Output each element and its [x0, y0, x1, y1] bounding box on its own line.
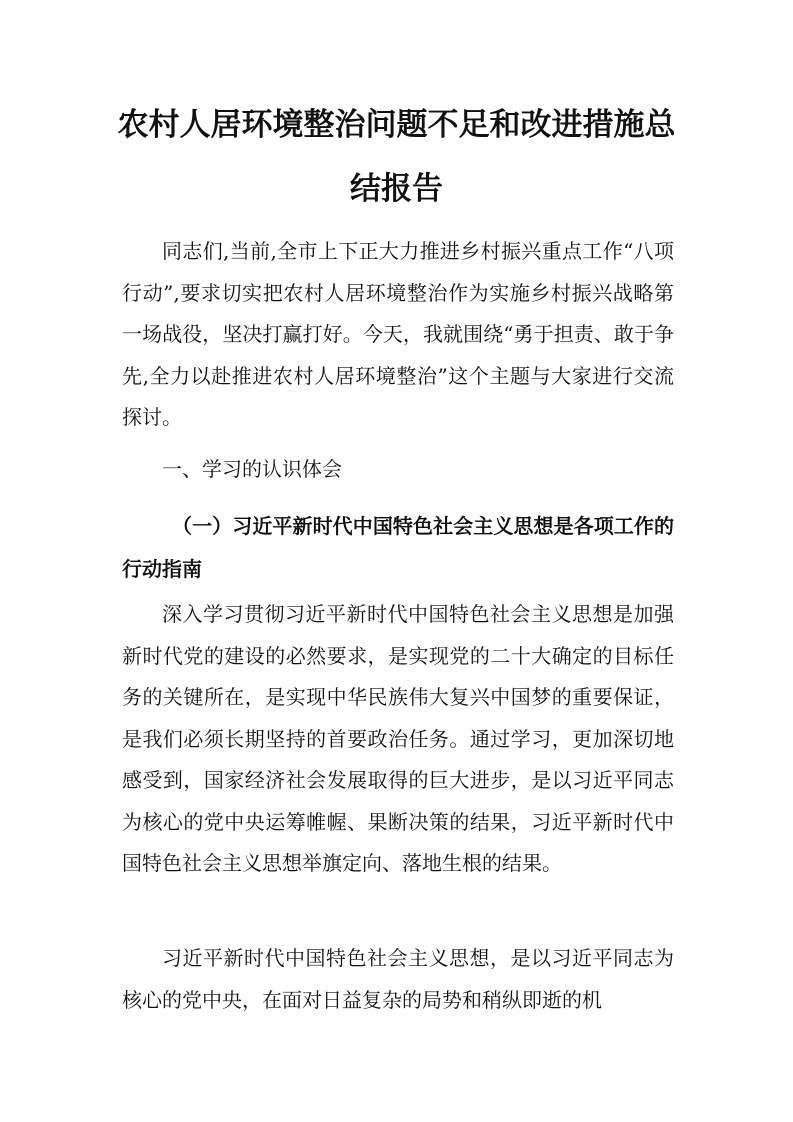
body-paragraph-1: 深入学习贯彻习近平新时代中国特色社会主义思想是加强新时代党的建设的必然要求，是实现党的二十大确定的目标任务的关键所在，是实现中华民族伟大复兴中国梦的重要保证，是我们必须长期坚持的首要政治任务。通过学习，更加深切地感受到，国家经济社会发展取得的巨大进步，是以习近平同志为核心的党中央运筹帷幄、果断决策的结果，习近平新时代中国特色社会主义思想举旗定向、落地生根的结果。 — [122, 602, 674, 875]
body-paragraph-2: 习近平新时代中国特色社会主义思想，是以习近平同志为核心的党中央，在面对日益复杂的局势和稍纵即逝的机 — [122, 946, 674, 1012]
document-title-line-1: 农村人居环境整治问题不足和改进措施总 — [117, 107, 676, 143]
document-title-line-2: 结报告 — [350, 171, 443, 207]
intro-paragraph: 同志们,当前,全市上下正大力推进乡村振兴重点工作“八项行动”,要求切实把农村人居环境整治作为实施乡村振兴战略第一场战役，坚决打赢打好。今天，我就围绕“勇于担责、敢于争先,全力以赴推进农村人居环境整治”这个主题与大家进行交流探讨。 — [122, 239, 674, 429]
subsection-heading: （一）习近平新时代中国特色社会主义思想是各项工作的行动指南 — [122, 514, 674, 581]
section-heading: 一、学习的认识体会 — [162, 457, 342, 481]
